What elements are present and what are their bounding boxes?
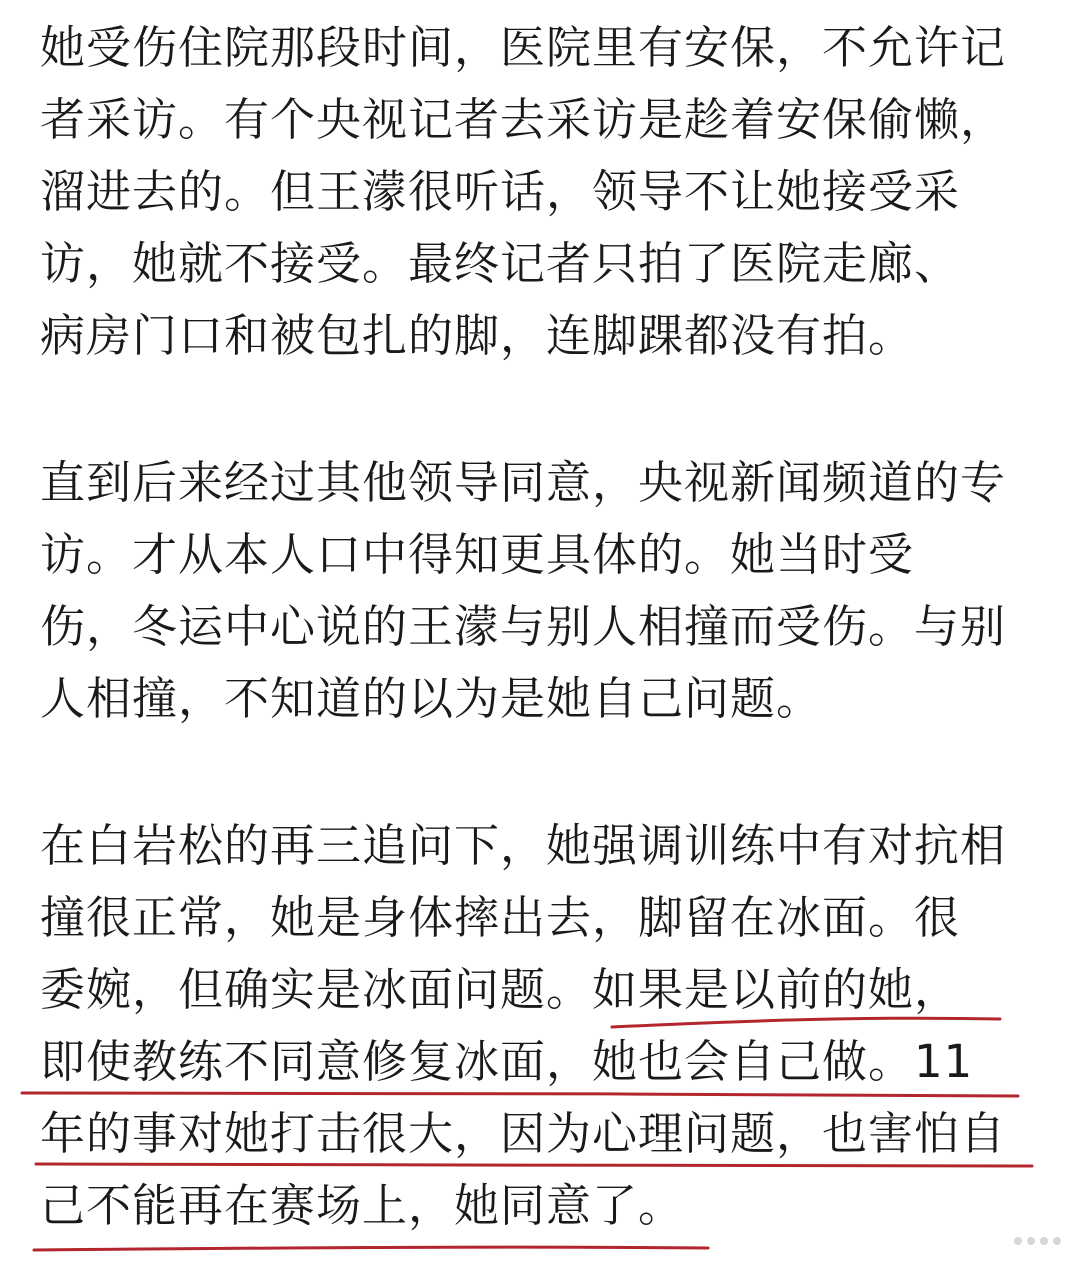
text-line: 直到后来经过其他领导同意，央视新闻频道的专 — [40, 456, 1007, 509]
watermark-dots-icon — [1005, 1228, 1061, 1254]
text-line: 溜进去的。但王濛很听话，领导不让她接受采 — [40, 165, 961, 218]
text-line: 即使教练不同意修复冰面，她也会自己做。11 — [40, 1035, 974, 1088]
text-line: 撞很正常，她是身体摔出去，脚留在冰面。很 — [40, 891, 961, 944]
text-line: 在白岩松的再三追问下，她强调训练中有对抗相 — [40, 819, 1007, 872]
text-line: 委婉，但确实是冰面问题。如果是以前的她， — [40, 963, 961, 1016]
underline-stroke — [34, 1247, 708, 1250]
text-line: 她受伤住院那段时间，医院里有安保，不允许记 — [40, 21, 1007, 74]
text-line: 病房门口和被包扎的脚，连脚踝都没有拍。 — [40, 309, 915, 362]
text-line: 伤，冬运中心说的王濛与别人相撞而受伤。与别 — [40, 600, 1007, 653]
text-line: 者采访。有个央视记者去采访是趁着安保偷懒， — [40, 93, 1007, 146]
text-line: 人相撞，不知道的以为是她自己问题。 — [40, 672, 823, 725]
paragraph-1 — [40, 12, 1050, 372]
text-line: 己不能再在赛场上，她同意了。 — [40, 1179, 685, 1232]
paragraph-3 — [40, 810, 1050, 1242]
text-line: 年的事对她打击很大，因为心理问题，也害怕自 — [40, 1107, 1007, 1160]
paragraph-2 — [40, 447, 1050, 735]
text-line: 访，她就不接受。最终记者只拍了医院走廊、 — [40, 237, 961, 290]
text-line: 访。才从本人口中得知更具体的。她当时受 — [40, 528, 915, 581]
